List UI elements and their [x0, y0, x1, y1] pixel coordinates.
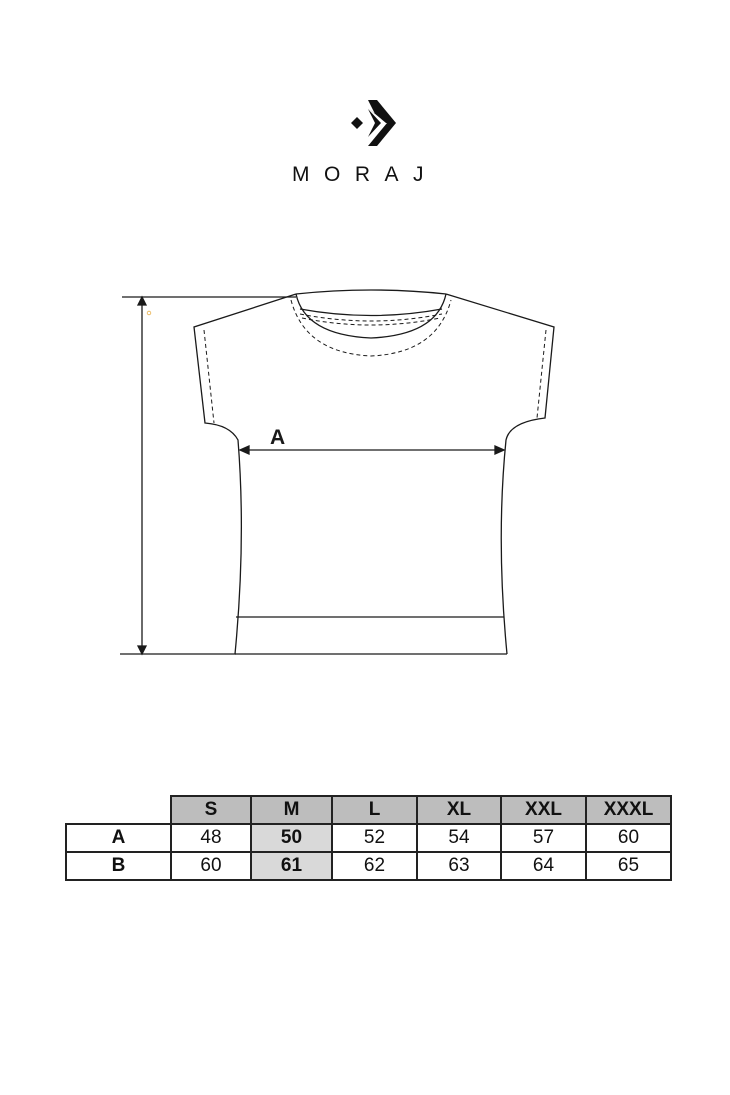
- length-arrow-top: [138, 297, 146, 305]
- table-cell: 52: [332, 824, 417, 852]
- label-a: A: [270, 426, 286, 449]
- collar-stitch-1: [291, 300, 451, 356]
- size-header: L: [332, 796, 417, 824]
- table-row: [66, 852, 671, 880]
- size-header: XL: [417, 796, 501, 824]
- row-label: A: [66, 824, 171, 852]
- table-cell: 65: [586, 852, 671, 880]
- corner-cell: [66, 796, 171, 824]
- brand-name: MORAJ: [292, 163, 438, 186]
- table-cell: 63: [417, 852, 501, 880]
- size-header: XXXL: [586, 796, 671, 824]
- right-sleeve-stitch: [537, 330, 546, 418]
- table-cell: 57: [501, 824, 586, 852]
- neckline-collar-inner: [300, 309, 442, 316]
- left-sleeve-stitch: [204, 330, 214, 423]
- table-cell: 62: [332, 852, 417, 880]
- table-cell-highlight: 50: [251, 824, 332, 852]
- neckline-back: [296, 290, 446, 294]
- chest-arrow-left: [240, 446, 249, 454]
- collar-stitch-3: [302, 318, 440, 325]
- table-cell: 48: [171, 824, 251, 852]
- size-table: [65, 795, 672, 881]
- marker-dot: [147, 311, 151, 315]
- row-label: B: [66, 852, 171, 880]
- length-arrow-bottom: [138, 646, 146, 654]
- tshirt-left-outline: [194, 294, 296, 654]
- table-cell: 64: [501, 852, 586, 880]
- table-cell: 54: [417, 824, 501, 852]
- size-header-row: [66, 796, 671, 824]
- tshirt-right-outline: [446, 294, 554, 654]
- table-row: [66, 824, 671, 852]
- size-header: M: [251, 796, 332, 824]
- table-cell: 60: [171, 852, 251, 880]
- chest-arrow-right: [495, 446, 504, 454]
- table-cell: 60: [586, 824, 671, 852]
- size-header: S: [171, 796, 251, 824]
- table-cell-highlight: 61: [251, 852, 332, 880]
- size-header: XXL: [501, 796, 586, 824]
